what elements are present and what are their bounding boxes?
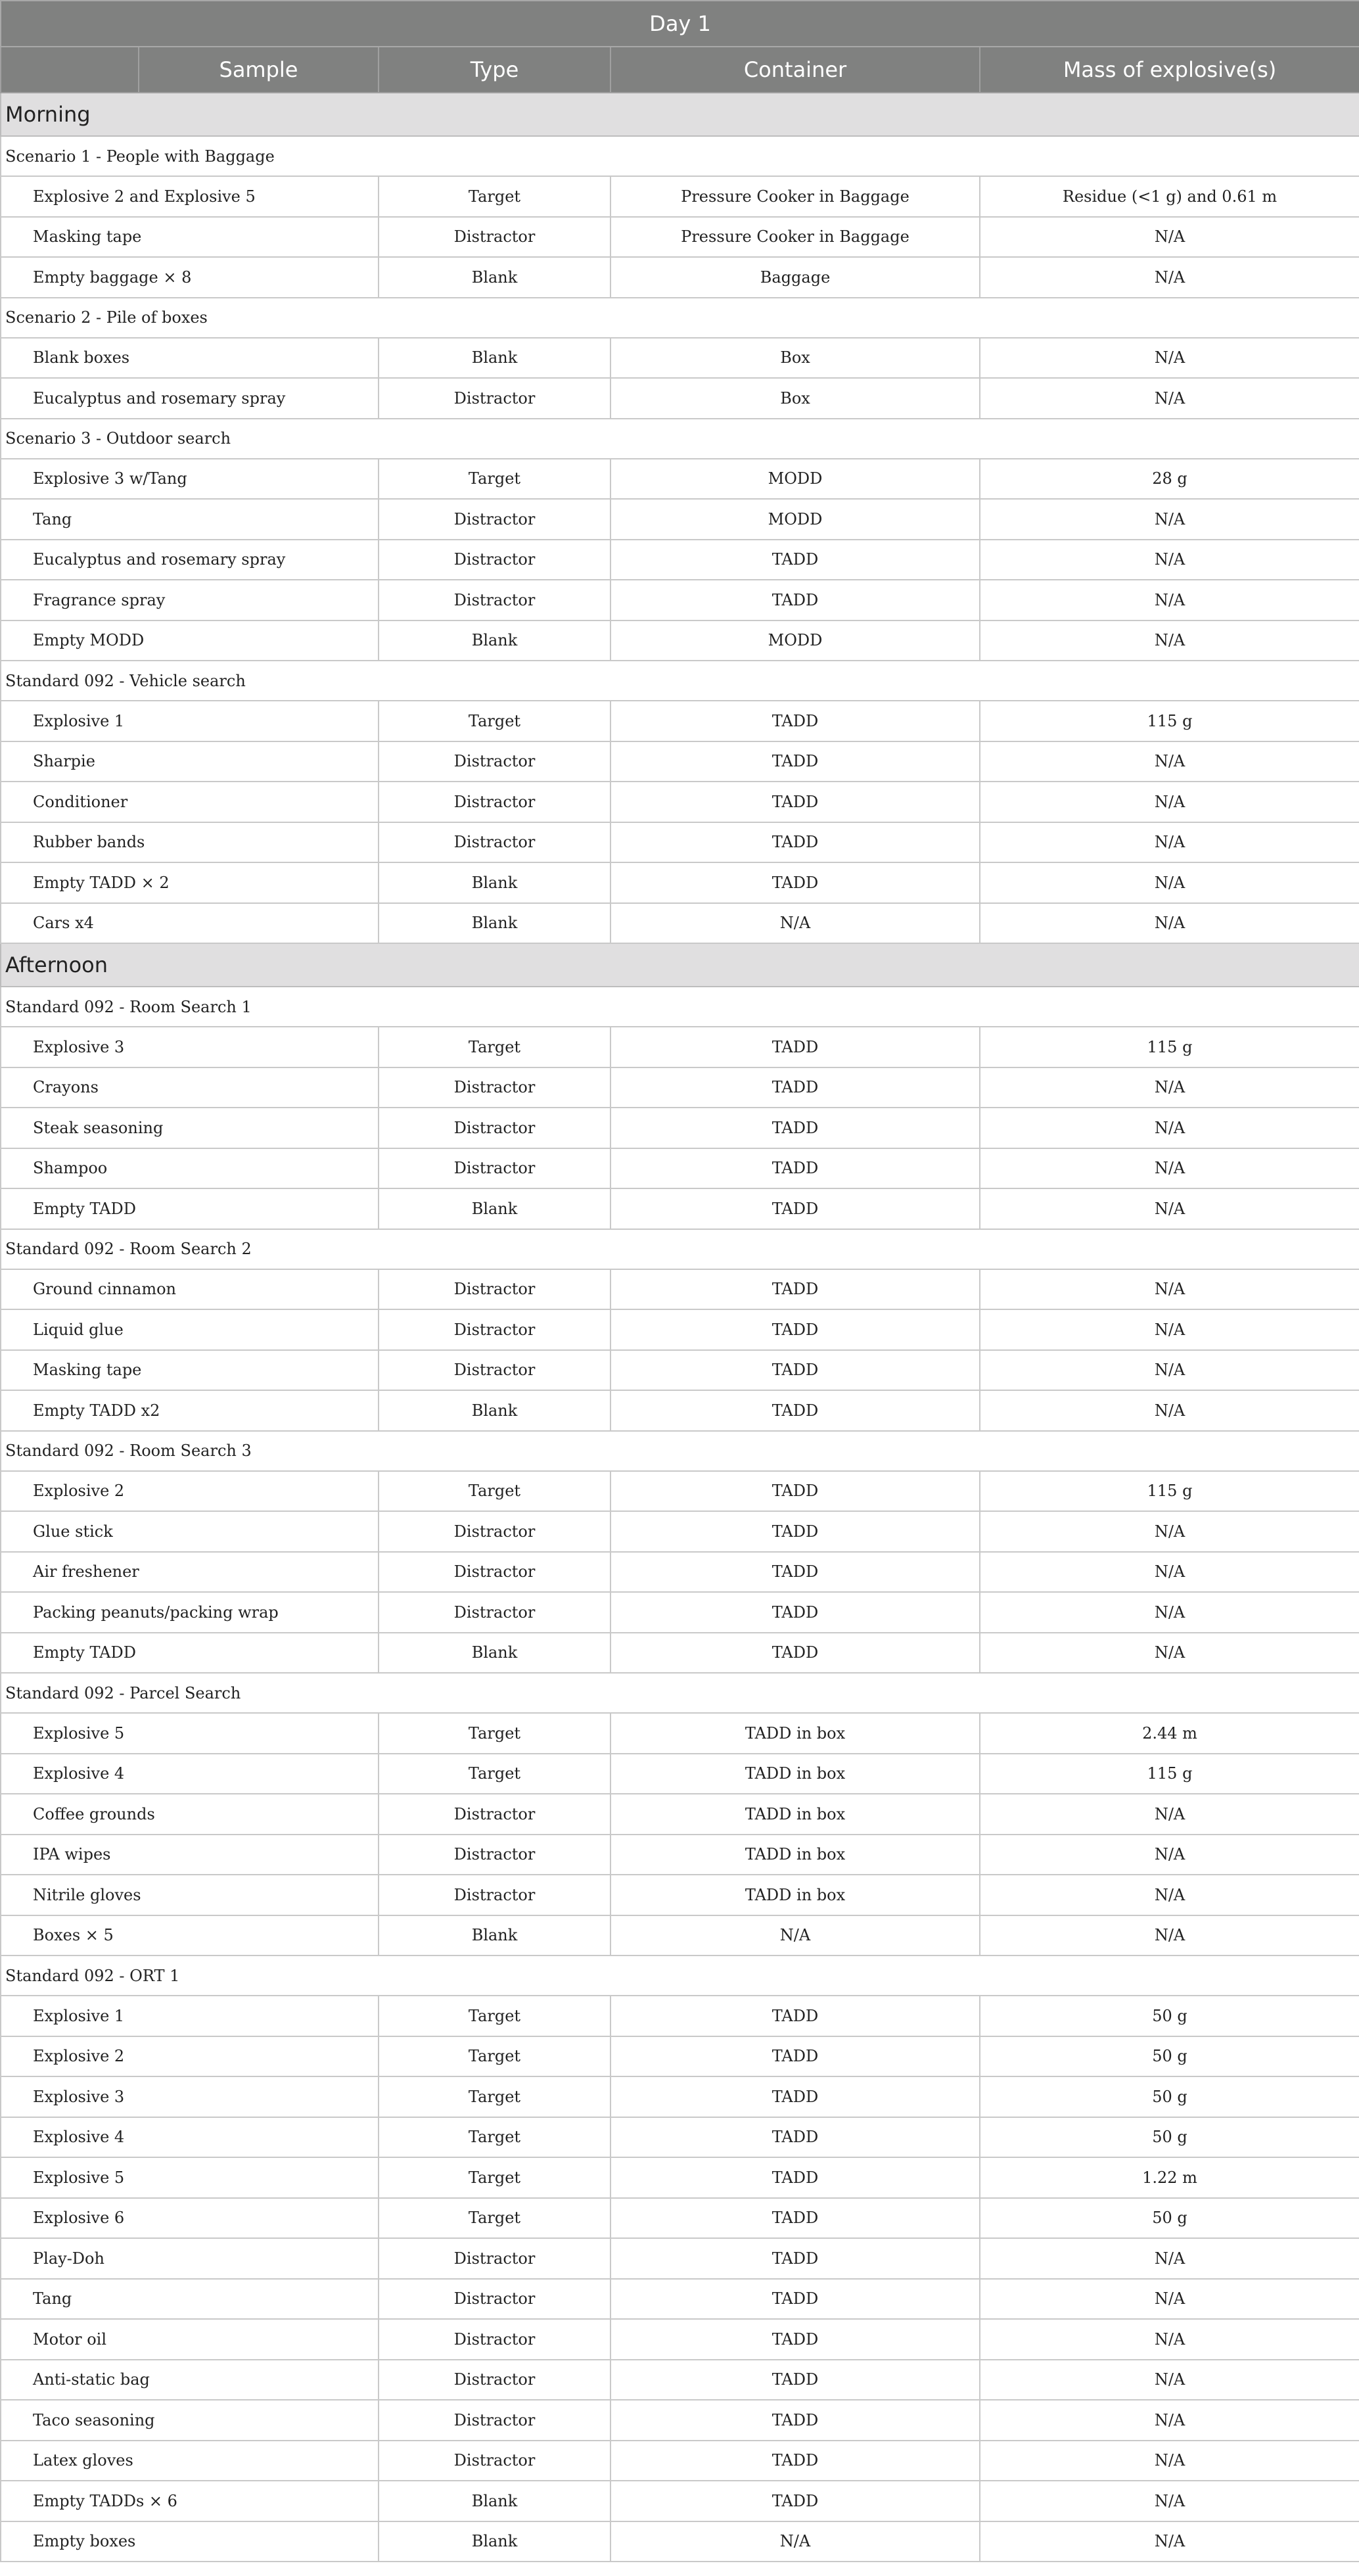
cell-sample: Empty MODD <box>1 621 379 661</box>
cell-container: TADD <box>610 1269 980 1310</box>
table-row <box>1 540 1359 580</box>
cell-type: Target <box>379 1471 610 1512</box>
column-header-sample: Sample <box>139 47 379 93</box>
cell-mass: N/A <box>980 621 1359 661</box>
cell-type: Target <box>379 2157 610 2198</box>
table-row <box>1 1269 1359 1310</box>
cell-container: Pressure Cooker in Baggage <box>610 176 980 217</box>
cell-sample: Ground cinnamon <box>1 1269 379 1310</box>
cell-mass: N/A <box>980 2521 1359 2562</box>
cell-mass: 1.22 m <box>980 2157 1359 2198</box>
table-title-row <box>1 1 1359 47</box>
section-label: Afternoon <box>1 943 1359 987</box>
cell-container: TADD <box>610 2117 980 2158</box>
cell-type: Distractor <box>379 499 610 540</box>
cell-sample: Empty boxes <box>1 2521 379 2562</box>
group-label: Scenario 2 - Pile of boxes <box>1 298 1359 338</box>
group-label: Standard 092 - Parcel Search <box>1 1673 1359 1713</box>
table-row <box>1 621 1359 661</box>
cell-sample: Explosive 3 <box>1 2076 379 2117</box>
cell-sample: Explosive 2 and Explosive 5 <box>1 176 379 217</box>
cell-type: Target <box>379 2198 610 2239</box>
cell-container: TADD <box>610 822 980 863</box>
cell-container: TADD <box>610 1027 980 1067</box>
cell-type: Distractor <box>379 1350 610 1391</box>
table-row <box>1 1471 1359 1512</box>
cell-sample: Explosive 6 <box>1 2198 379 2239</box>
table-row <box>1 1794 1359 1835</box>
cell-sample: Blank boxes <box>1 338 379 379</box>
group-row <box>1 661 1359 701</box>
cell-container: TADD in box <box>610 1713 980 1754</box>
table-row <box>1 2481 1359 2521</box>
group-label: Scenario 3 - Outdoor search <box>1 419 1359 459</box>
group-row <box>1 1229 1359 1269</box>
section-row <box>1 943 1359 987</box>
table-row <box>1 903 1359 944</box>
table-row <box>1 822 1359 863</box>
cell-container: TADD <box>610 1309 980 1350</box>
cell-sample: Play-Doh <box>1 2238 379 2279</box>
section-row <box>1 93 1359 136</box>
cell-container: TADD <box>610 1511 980 1552</box>
table-row <box>1 338 1359 379</box>
cell-mass: N/A <box>980 2238 1359 2279</box>
cell-type: Target <box>379 176 610 217</box>
cell-mass: 28 g <box>980 459 1359 500</box>
cell-container: TADD in box <box>610 1794 980 1835</box>
cell-container: TADD <box>610 2319 980 2360</box>
cell-mass: N/A <box>980 378 1359 419</box>
table-row <box>1 2521 1359 2562</box>
cell-mass: N/A <box>980 1269 1359 1310</box>
cell-type: Target <box>379 459 610 500</box>
cell-sample: Explosive 3 w/Tang <box>1 459 379 500</box>
table-row <box>1 1511 1359 1552</box>
cell-type: Distractor <box>379 822 610 863</box>
table-row <box>1 1592 1359 1633</box>
cell-type: Distractor <box>379 1148 610 1189</box>
cell-container: TADD <box>610 741 980 782</box>
cell-sample: Tang <box>1 499 379 540</box>
cell-mass: N/A <box>980 2441 1359 2481</box>
cell-sample: Eucalyptus and rosemary spray <box>1 378 379 419</box>
cell-mass: N/A <box>980 1633 1359 1674</box>
cell-type: Distractor <box>379 1875 610 1915</box>
table-row <box>1 2036 1359 2077</box>
cell-type: Blank <box>379 903 610 944</box>
cell-type: Distractor <box>379 1067 610 1108</box>
group-row <box>1 1673 1359 1713</box>
cell-container: TADD <box>610 1148 980 1189</box>
cell-sample: Explosive 2 <box>1 2036 379 2077</box>
group-label: Standard 092 - Room Search 3 <box>1 1431 1359 1471</box>
table-row <box>1 782 1359 822</box>
cell-sample: IPA wipes <box>1 1835 379 1875</box>
cell-sample: Conditioner <box>1 782 379 822</box>
cell-type: Target <box>379 1754 610 1794</box>
table-row <box>1 1390 1359 1431</box>
cell-container: TADD <box>610 2157 980 2198</box>
cell-sample: Crayons <box>1 1067 379 1108</box>
cell-sample: Explosive 5 <box>1 2157 379 2198</box>
cell-type: Blank <box>379 862 610 903</box>
group-label: Standard 092 - Room Search 1 <box>1 987 1359 1027</box>
table-row <box>1 1350 1359 1391</box>
cell-mass: N/A <box>980 1835 1359 1875</box>
cell-type: Target <box>379 2076 610 2117</box>
table-row <box>1 2319 1359 2360</box>
cell-type: Distractor <box>379 741 610 782</box>
cell-sample: Explosive 5 <box>1 1713 379 1754</box>
table-row <box>1 499 1359 540</box>
cell-mass: N/A <box>980 1309 1359 1350</box>
cell-type: Distractor <box>379 2319 610 2360</box>
table-row <box>1 2400 1359 2441</box>
cell-mass: 50 g <box>980 2076 1359 2117</box>
table-row <box>1 1309 1359 1350</box>
cell-type: Target <box>379 1996 610 2036</box>
cell-sample: Empty TADD <box>1 1633 379 1674</box>
cell-type: Blank <box>379 2481 610 2521</box>
cell-container: TADD <box>610 1552 980 1593</box>
group-row <box>1 419 1359 459</box>
table-row <box>1 2238 1359 2279</box>
cell-sample: Sharpie <box>1 741 379 782</box>
cell-mass: 115 g <box>980 1027 1359 1067</box>
cell-sample: Nitrile gloves <box>1 1875 379 1915</box>
cell-sample: Masking tape <box>1 217 379 258</box>
cell-container: TADD <box>610 2279 980 2320</box>
cell-sample: Fragrance spray <box>1 580 379 621</box>
cell-mass: N/A <box>980 499 1359 540</box>
cell-sample: Empty TADD × 2 <box>1 862 379 903</box>
cell-sample: Explosive 4 <box>1 2117 379 2158</box>
table-row <box>1 1996 1359 2036</box>
cell-container: N/A <box>610 903 980 944</box>
cell-type: Blank <box>379 1633 610 1674</box>
cell-type: Blank <box>379 257 610 298</box>
cell-type: Distractor <box>379 1835 610 1875</box>
cell-container: MODD <box>610 499 980 540</box>
cell-container: TADD <box>610 2360 980 2400</box>
table-row <box>1 1633 1359 1674</box>
cell-type: Distractor <box>379 2441 610 2481</box>
cell-type: Distractor <box>379 2279 610 2320</box>
cell-type: Distractor <box>379 540 610 580</box>
cell-mass: 115 g <box>980 1471 1359 1512</box>
cell-container: TADD <box>610 1633 980 1674</box>
column-header-type: Type <box>379 47 610 93</box>
cell-type: Blank <box>379 338 610 379</box>
cell-sample: Shampoo <box>1 1148 379 1189</box>
cell-mass: N/A <box>980 2400 1359 2441</box>
cell-type: Blank <box>379 1915 610 1956</box>
cell-mass: N/A <box>980 1915 1359 1956</box>
cell-container: TADD <box>610 862 980 903</box>
cell-mass: Residue (<1 g) and 0.61 m <box>980 176 1359 217</box>
cell-container: TADD in box <box>610 1875 980 1915</box>
table-row <box>1 862 1359 903</box>
table-row <box>1 459 1359 500</box>
cell-mass: N/A <box>980 1390 1359 1431</box>
table-title: Day 1 <box>1 1 1359 47</box>
group-row <box>1 136 1359 176</box>
table-row <box>1 1552 1359 1593</box>
cell-mass: N/A <box>980 782 1359 822</box>
cell-container: TADD <box>610 1350 980 1391</box>
column-header-row <box>1 47 1359 93</box>
cell-container: TADD <box>610 580 980 621</box>
cell-sample: Air freshener <box>1 1552 379 1593</box>
table-row <box>1 1915 1359 1956</box>
cell-type: Distractor <box>379 782 610 822</box>
cell-mass: N/A <box>980 1350 1359 1391</box>
table-row <box>1 1188 1359 1229</box>
cell-sample: Explosive 4 <box>1 1754 379 1794</box>
cell-mass: N/A <box>980 580 1359 621</box>
table-row <box>1 1875 1359 1915</box>
cell-type: Distractor <box>379 580 610 621</box>
cell-container: TADD in box <box>610 1835 980 1875</box>
table-row <box>1 2198 1359 2239</box>
group-row <box>1 298 1359 338</box>
cell-container: TADD <box>610 2481 980 2521</box>
group-label: Standard 092 - Vehicle search <box>1 661 1359 701</box>
cell-sample: Cars x4 <box>1 903 379 944</box>
group-label: Standard 092 - ORT 1 <box>1 1955 1359 1996</box>
cell-container: TADD <box>610 2076 980 2117</box>
table-row <box>1 1754 1359 1794</box>
cell-mass: N/A <box>980 903 1359 944</box>
cell-type: Distractor <box>379 2400 610 2441</box>
cell-mass: N/A <box>980 1188 1359 1229</box>
cell-mass: N/A <box>980 338 1359 379</box>
table-row <box>1 1713 1359 1754</box>
cell-container: Box <box>610 338 980 379</box>
section-label: Morning <box>1 93 1359 136</box>
cell-mass: N/A <box>980 2279 1359 2320</box>
cell-type: Distractor <box>379 1794 610 1835</box>
cell-sample: Empty TADD <box>1 1188 379 1229</box>
table-row <box>1 1108 1359 1148</box>
cell-mass: N/A <box>980 1511 1359 1552</box>
group-row <box>1 1431 1359 1471</box>
cell-sample: Empty TADD x2 <box>1 1390 379 1431</box>
cell-container: TADD <box>610 2036 980 2077</box>
cell-container: TADD <box>610 1592 980 1633</box>
cell-type: Target <box>379 2117 610 2158</box>
cell-mass: N/A <box>980 2319 1359 2360</box>
cell-container: Baggage <box>610 257 980 298</box>
cell-mass: N/A <box>980 2360 1359 2400</box>
cell-sample: Explosive 1 <box>1 701 379 741</box>
cell-mass: N/A <box>980 741 1359 782</box>
cell-container: N/A <box>610 1915 980 1956</box>
cell-sample: Liquid glue <box>1 1309 379 1350</box>
cell-type: Blank <box>379 2521 610 2562</box>
cell-mass: N/A <box>980 2481 1359 2521</box>
cell-type: Distractor <box>379 1269 610 1310</box>
cell-mass: N/A <box>980 1067 1359 1108</box>
cell-mass: N/A <box>980 1108 1359 1148</box>
cell-sample: Eucalyptus and rosemary spray <box>1 540 379 580</box>
table-row <box>1 2279 1359 2320</box>
cell-container: TADD <box>610 1390 980 1431</box>
cell-container: Box <box>610 378 980 419</box>
cell-type: Target <box>379 2036 610 2077</box>
cell-mass: 50 g <box>980 2036 1359 2077</box>
table-row <box>1 257 1359 298</box>
cell-type: Distractor <box>379 1309 610 1350</box>
cell-sample: Empty TADDs × 6 <box>1 2481 379 2521</box>
table-row <box>1 2441 1359 2481</box>
table-row <box>1 217 1359 258</box>
cell-container: N/A <box>610 2521 980 2562</box>
table-row <box>1 701 1359 741</box>
table-row <box>1 580 1359 621</box>
table-body <box>1 93 1359 2562</box>
group-label: Scenario 1 - People with Baggage <box>1 136 1359 176</box>
cell-container: TADD <box>610 1471 980 1512</box>
cell-mass: 50 g <box>980 2198 1359 2239</box>
cell-container: TADD <box>610 782 980 822</box>
cell-mass: 2.44 m <box>980 1713 1359 1754</box>
cell-container: TADD <box>610 1067 980 1108</box>
table-row <box>1 2157 1359 2198</box>
cell-container: TADD <box>610 2400 980 2441</box>
cell-mass: N/A <box>980 1552 1359 1593</box>
cell-container: TADD <box>610 1108 980 1148</box>
cell-container: TADD in box <box>610 1754 980 1794</box>
cell-mass: N/A <box>980 1592 1359 1633</box>
cell-sample: Masking tape <box>1 1350 379 1391</box>
cell-sample: Glue stick <box>1 1511 379 1552</box>
cell-container: TADD <box>610 1188 980 1229</box>
cell-type: Blank <box>379 1188 610 1229</box>
cell-type: Target <box>379 701 610 741</box>
table-row <box>1 1027 1359 1067</box>
cell-sample: Explosive 1 <box>1 1996 379 2036</box>
cell-sample: Tang <box>1 2279 379 2320</box>
cell-type: Distractor <box>379 1511 610 1552</box>
cell-type: Target <box>379 1027 610 1067</box>
cell-sample: Packing peanuts/packing wrap <box>1 1592 379 1633</box>
cell-container: TADD <box>610 540 980 580</box>
cell-mass: 115 g <box>980 701 1359 741</box>
cell-sample: Boxes × 5 <box>1 1915 379 1956</box>
cell-mass: N/A <box>980 822 1359 863</box>
cell-sample: Coffee grounds <box>1 1794 379 1835</box>
cell-container: TADD <box>610 701 980 741</box>
table-row <box>1 1835 1359 1875</box>
cell-mass: 50 g <box>980 1996 1359 2036</box>
cell-container: TADD <box>610 2441 980 2481</box>
table-row <box>1 2117 1359 2158</box>
cell-container: TADD <box>610 1996 980 2036</box>
cell-type: Target <box>379 1713 610 1754</box>
table-row <box>1 378 1359 419</box>
cell-sample: Empty baggage × 8 <box>1 257 379 298</box>
cell-type: Blank <box>379 621 610 661</box>
group-label: Standard 092 - Room Search 2 <box>1 1229 1359 1269</box>
cell-mass: N/A <box>980 1794 1359 1835</box>
table-row <box>1 1067 1359 1108</box>
cell-container: MODD <box>610 459 980 500</box>
cell-mass: 115 g <box>980 1754 1359 1794</box>
cell-mass: N/A <box>980 217 1359 258</box>
cell-sample: Steak seasoning <box>1 1108 379 1148</box>
cell-sample: Motor oil <box>1 2319 379 2360</box>
table-row <box>1 2076 1359 2117</box>
cell-mass: N/A <box>980 257 1359 298</box>
cell-type: Distractor <box>379 217 610 258</box>
cell-sample: Latex gloves <box>1 2441 379 2481</box>
table-row <box>1 2360 1359 2400</box>
cell-container: TADD <box>610 2238 980 2279</box>
cell-container: MODD <box>610 621 980 661</box>
cell-sample: Explosive 2 <box>1 1471 379 1512</box>
header-spacer <box>1 47 139 93</box>
cell-type: Distractor <box>379 1592 610 1633</box>
cell-sample: Taco seasoning <box>1 2400 379 2441</box>
cell-sample: Rubber bands <box>1 822 379 863</box>
column-header-mass: Mass of explosive(s) <box>980 47 1359 93</box>
cell-sample: Anti-static bag <box>1 2360 379 2400</box>
cell-container: TADD <box>610 2198 980 2239</box>
cell-mass: N/A <box>980 1875 1359 1915</box>
column-header-container: Container <box>610 47 980 93</box>
cell-container: Pressure Cooker in Baggage <box>610 217 980 258</box>
cell-type: Distractor <box>379 2238 610 2279</box>
cell-type: Distractor <box>379 2360 610 2400</box>
cell-type: Distractor <box>379 378 610 419</box>
cell-mass: 50 g <box>980 2117 1359 2158</box>
group-row <box>1 987 1359 1027</box>
cell-type: Blank <box>379 1390 610 1431</box>
cell-mass: N/A <box>980 540 1359 580</box>
cell-type: Distractor <box>379 1108 610 1148</box>
cell-sample: Explosive 3 <box>1 1027 379 1067</box>
cell-mass: N/A <box>980 1148 1359 1189</box>
table-row <box>1 741 1359 782</box>
cell-type: Distractor <box>379 1552 610 1593</box>
table-row <box>1 1148 1359 1189</box>
cell-mass: N/A <box>980 862 1359 903</box>
table-row <box>1 176 1359 217</box>
group-row <box>1 1955 1359 1996</box>
